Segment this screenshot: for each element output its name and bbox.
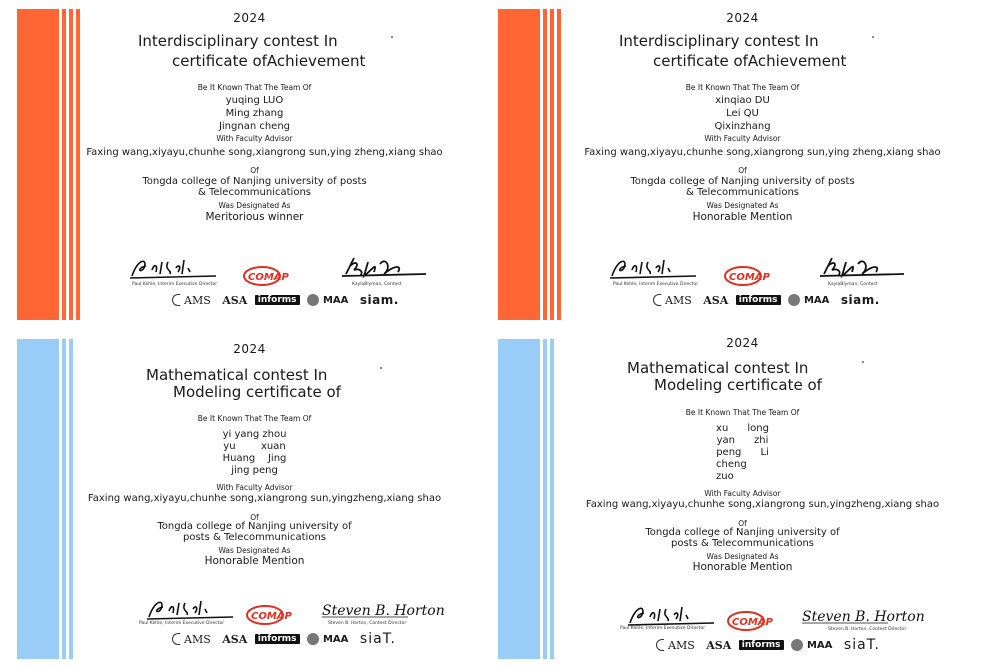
- svg-text:COMAP: COMAP: [732, 617, 773, 628]
- certificate-title-line2: Modeling certificate of: [654, 376, 822, 394]
- award-title: Honorable Mention: [204, 555, 305, 567]
- siam-logo: siaT.: [843, 637, 881, 653]
- asa-logo: ASA: [222, 293, 248, 307]
- sponsor-logos: [172, 631, 400, 647]
- certificate-year: 2024: [726, 336, 759, 350]
- certificate-2: [498, 0, 967, 320]
- of-label: Of: [250, 513, 259, 522]
- svg-text:COMAP: COMAP: [251, 611, 292, 622]
- certificate-title-line1: Interdisciplinary contest In: [619, 32, 819, 50]
- informs-logo: informs: [739, 640, 784, 650]
- team-member: Lei QU: [726, 108, 759, 119]
- institution-line2: & Telecommunications: [685, 187, 799, 198]
- director-signature: [128, 254, 218, 284]
- known-line: Be It Known That The Team Of: [197, 83, 312, 92]
- designated-label: Was Designated As: [218, 201, 291, 210]
- award-title: Honorable Mention: [692, 561, 793, 573]
- advisor-heading: With Faculty Advisor: [216, 134, 293, 143]
- certificate-title-line2: certificate ofAchievement: [653, 52, 847, 70]
- comap-logo: [245, 599, 292, 633]
- contest-signature: [818, 254, 908, 284]
- svg-text:Steven B. Horton: Steven B. Horton: [802, 609, 925, 625]
- team-member: xu long: [716, 423, 769, 434]
- team-member: yu xuan: [223, 441, 286, 452]
- maa-logo: MAA: [307, 633, 352, 645]
- team-member: yi yang zhou: [222, 429, 287, 440]
- certificate-year: 2024: [233, 11, 266, 25]
- asa-logo: ASA: [703, 293, 729, 307]
- director-signature: [608, 254, 698, 284]
- siam-logo: siam.: [840, 293, 880, 307]
- designated-label: Was Designated As: [706, 552, 779, 561]
- certificate-4: [498, 336, 967, 659]
- institution-line1: Tongda college of Nanjing university of posts: [142, 176, 367, 187]
- institution-line1: Tongda college of Nanjing university of: [157, 521, 352, 532]
- certificate-title-line2: certificate ofAchievement: [172, 52, 366, 70]
- decorative-dot: [862, 361, 864, 363]
- svg-text:COMAP: COMAP: [248, 272, 289, 283]
- advisor-heading: With Faculty Advisor: [704, 134, 781, 143]
- institution-line2: & Telecommunications: [197, 187, 311, 198]
- contest-caption: KaylaBlyman, Contest: [352, 282, 402, 287]
- informs-logo: informs: [736, 295, 781, 305]
- decorative-dot: [391, 36, 393, 38]
- contest-caption: KaylaBlyman, Contest: [828, 282, 878, 287]
- ams-logo: AMS: [172, 632, 215, 646]
- director-caption: Paul Kehle, Interim Executive Director: [139, 621, 225, 626]
- team-member: cheng: [716, 459, 747, 470]
- siam-logo: siam.: [359, 293, 399, 307]
- certificate-title-line1: Mathematical contest In: [627, 359, 809, 377]
- institution-line1: Tongda college of Nanjing university of posts: [630, 176, 855, 187]
- of-label: Of: [738, 166, 747, 175]
- maa-logo: MAA: [788, 294, 833, 306]
- ams-logo: AMS: [653, 293, 696, 307]
- ams-logo: AMS: [656, 638, 699, 652]
- informs-logo: informs: [255, 634, 300, 644]
- team-member: yuqing LUO: [225, 95, 284, 106]
- svg-text:COMAP: COMAP: [729, 272, 770, 283]
- faculty-advisors: Faxing wang,xiyayu,chunhe song,xiangrong sun,yingzheng,xiang shao: [87, 493, 442, 504]
- asa-logo: ASA: [706, 638, 732, 652]
- institution-line2: posts & Telecommunications: [671, 538, 814, 549]
- ams-logo: AMS: [172, 293, 215, 307]
- maa-logo: MAA: [307, 294, 352, 306]
- certificate-3: [0, 339, 469, 659]
- maa-logo: MAA: [791, 639, 836, 651]
- advisor-heading: With Faculty Advisor: [216, 483, 293, 492]
- contest-caption: Steven B. Horton, Contest Director: [828, 627, 907, 632]
- team-member: yan zhi: [716, 435, 769, 446]
- comap-logo: [726, 605, 773, 639]
- certificate-title-line1: Mathematical contest In: [146, 366, 328, 384]
- known-line: Be It Known That The Team Of: [197, 414, 312, 423]
- comap-logo: [723, 260, 770, 294]
- award-title: Meritorious winner: [205, 211, 304, 223]
- team-member: Qixinzhang: [714, 121, 771, 132]
- team-member: zuo: [716, 471, 734, 482]
- certificate-year: 2024: [233, 342, 266, 356]
- director-caption: Paul Kehle, Interim Executive Director: [132, 282, 218, 287]
- contest-signature: [340, 254, 430, 284]
- team-member: peng Li: [716, 447, 769, 458]
- team-member: Jingnan cheng: [218, 121, 291, 132]
- decorative-dot: [872, 36, 874, 38]
- team-member: Huang Jing: [222, 453, 287, 464]
- sponsor-logos: [653, 293, 884, 309]
- faculty-advisors: Faxing wang,xiyayu,chunhe song,xiangrong sun,ying zheng,xiang shao: [584, 147, 941, 158]
- known-line: Be It Known That The Team Of: [685, 83, 800, 92]
- informs-logo: informs: [255, 295, 300, 305]
- certificate-title-line1: Interdisciplinary contest In: [138, 32, 338, 50]
- of-label: Of: [738, 519, 747, 528]
- institution-line2: posts & Telecommunications: [183, 532, 326, 543]
- asa-logo: ASA: [222, 632, 248, 646]
- sponsor-logos: [656, 637, 884, 653]
- faculty-advisors: Faxing wang,xiyayu,chunhe song,xiangrong sun,yingzheng,xiang shao: [585, 499, 940, 510]
- contest-caption: Steven B. Horton, Contest Director: [328, 621, 407, 626]
- svg-text:Steven B. Horton: Steven B. Horton: [322, 603, 445, 619]
- of-label: Of: [250, 166, 259, 175]
- designated-label: Was Designated As: [706, 201, 779, 210]
- team-member: xinqiao DU: [715, 95, 770, 106]
- sponsor-logos: [172, 293, 403, 309]
- faculty-advisors: Faxing wang,xiyayu,chunhe song,xiangrong sun,ying zheng,xiang shao: [86, 147, 443, 158]
- director-caption: Paul Kehle, Interim Executive Director: [613, 282, 699, 287]
- institution-line1: Tongda college of Nanjing university of: [645, 527, 840, 538]
- comap-logo: [242, 260, 289, 294]
- known-line: Be It Known That The Team Of: [685, 408, 800, 417]
- team-member: Ming zhang: [225, 108, 284, 119]
- team-member: jing peng: [231, 465, 278, 476]
- director-caption: Paul Kehle, Interim Executive Director: [620, 626, 706, 631]
- advisor-heading: With Faculty Advisor: [704, 489, 781, 498]
- certificate-1: [0, 0, 469, 320]
- award-title: Honorable Mention: [692, 211, 793, 223]
- certificate-title-line2: Modeling certificate of: [173, 383, 341, 401]
- certificate-year: 2024: [726, 11, 759, 25]
- designated-label: Was Designated As: [218, 546, 291, 555]
- siam-logo: siaT.: [359, 631, 397, 647]
- decorative-dot: [380, 367, 382, 369]
